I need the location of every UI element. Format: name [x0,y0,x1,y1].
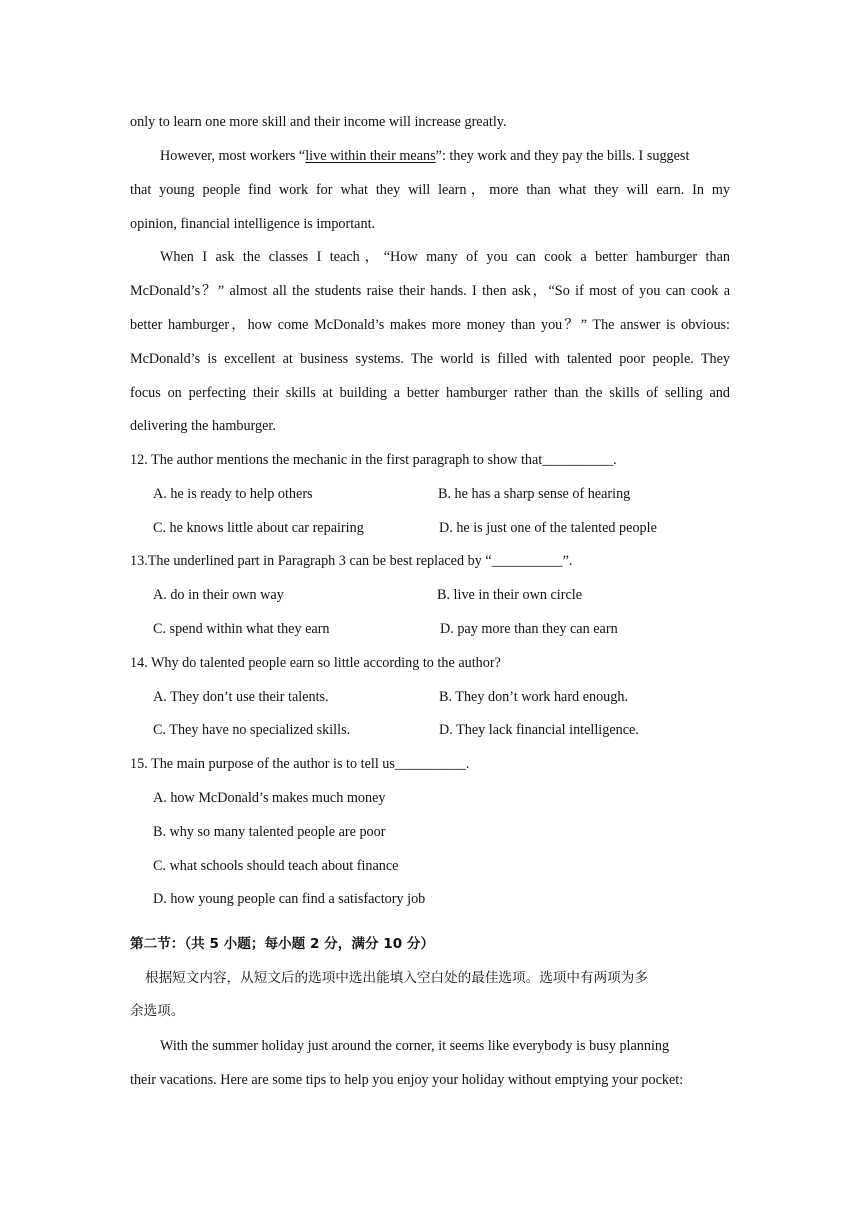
question-13-option-a: A. do in their own way [153,587,284,603]
paragraph-3-line-1 [160,147,689,165]
passage-text-line: only to learn one more skill and their income will increase greatly. [130,114,507,130]
section-2-passage-line-1: With the summer holiday just around the corner, it seems like everybody is busy planning [160,1038,670,1054]
question-14-option-b: B. They don’t work hard enough. [439,689,629,705]
paragraph-4-line-1: When I ask the classes I teach，“How many of you can cook a better hamburger than [160,249,730,265]
question-15-option-c: C. what schools should teach about finance [153,858,399,874]
paragraph-4-line-3: better hamburger，how come McDonald’s makes more money than you？” The answer is obvious: [130,317,730,333]
question-15-option-b: B. why so many talented people are poor [153,824,386,840]
text-segment: However, most workers “ [160,148,306,164]
section-2-passage-line-2: their vacations. Here are some tips to help you enjoy your holiday without emptying your pocket: [130,1072,684,1088]
paragraph-4-line-5: focus on perfecting their skills at building a better hamburger rather than the skills of selling and [130,385,730,401]
paragraph-3-line-3: opinion, financial intelligence is important. [130,216,376,232]
paragraph-4-line-6: delivering the hamburger. [130,418,276,434]
section-2-heading: 第二节：（共 5 小题；每小题 2 分，满分 10 分） [130,936,435,952]
question-13-option-d: D. pay more than they can earn [440,621,618,637]
question-15-option-d: D. how young people can find a satisfactory job [153,891,426,907]
paragraph-4-line-2: McDonald’s？” almost all the students raise their hands. I then ask，“So if most of you can cook a [130,283,730,299]
question-13-stem: 13.The underlined part in Paragraph 3 can be best replaced by “__________”. [130,553,573,569]
question-13-option-b: B. live in their own circle [437,587,582,603]
question-12-option-a: A. he is ready to help others [153,486,313,502]
question-14-stem: 14. Why do talented people earn so little according to the author? [130,655,501,671]
question-12-stem: 12. The author mentions the mechanic in the first paragraph to show that__________. [130,452,617,468]
question-12-option-b: B. he has a sharp sense of hearing [438,486,631,502]
question-12-option-c: C. he knows little about car repairing [153,520,364,536]
question-14-option-a: A. They don’t use their talents. [153,689,329,705]
question-13-option-c: C. spend within what they earn [153,621,330,637]
question-15-stem: 15. The main purpose of the author is to tell us__________. [130,756,470,772]
text-segment: ”: they work and they pay the bills. I suggest [435,148,690,164]
question-14-option-d: D. They lack financial intelligence. [439,722,639,738]
section-2-instruction-line-2: 余选项。 [130,1003,185,1019]
underlined-phrase: live within their means [305,148,436,164]
paragraph-3-line-2: that young people find work for what they will learn，more than what they will earn. In my [130,182,730,198]
question-14-option-c: C. They have no specialized skills. [153,722,351,738]
section-2-instruction-line-1: 根据短文内容，从短文后的选项中选出能填入空白处的最佳选项。选项中有两项为多 [145,970,648,986]
question-12-option-d: D. he is just one of the talented people [439,520,657,536]
question-15-option-a: A. how McDonald’s makes much money [153,790,386,806]
paragraph-4-line-4: McDonald’s is excellent at business systems. The world is filled with talented poor people. They [130,351,730,367]
